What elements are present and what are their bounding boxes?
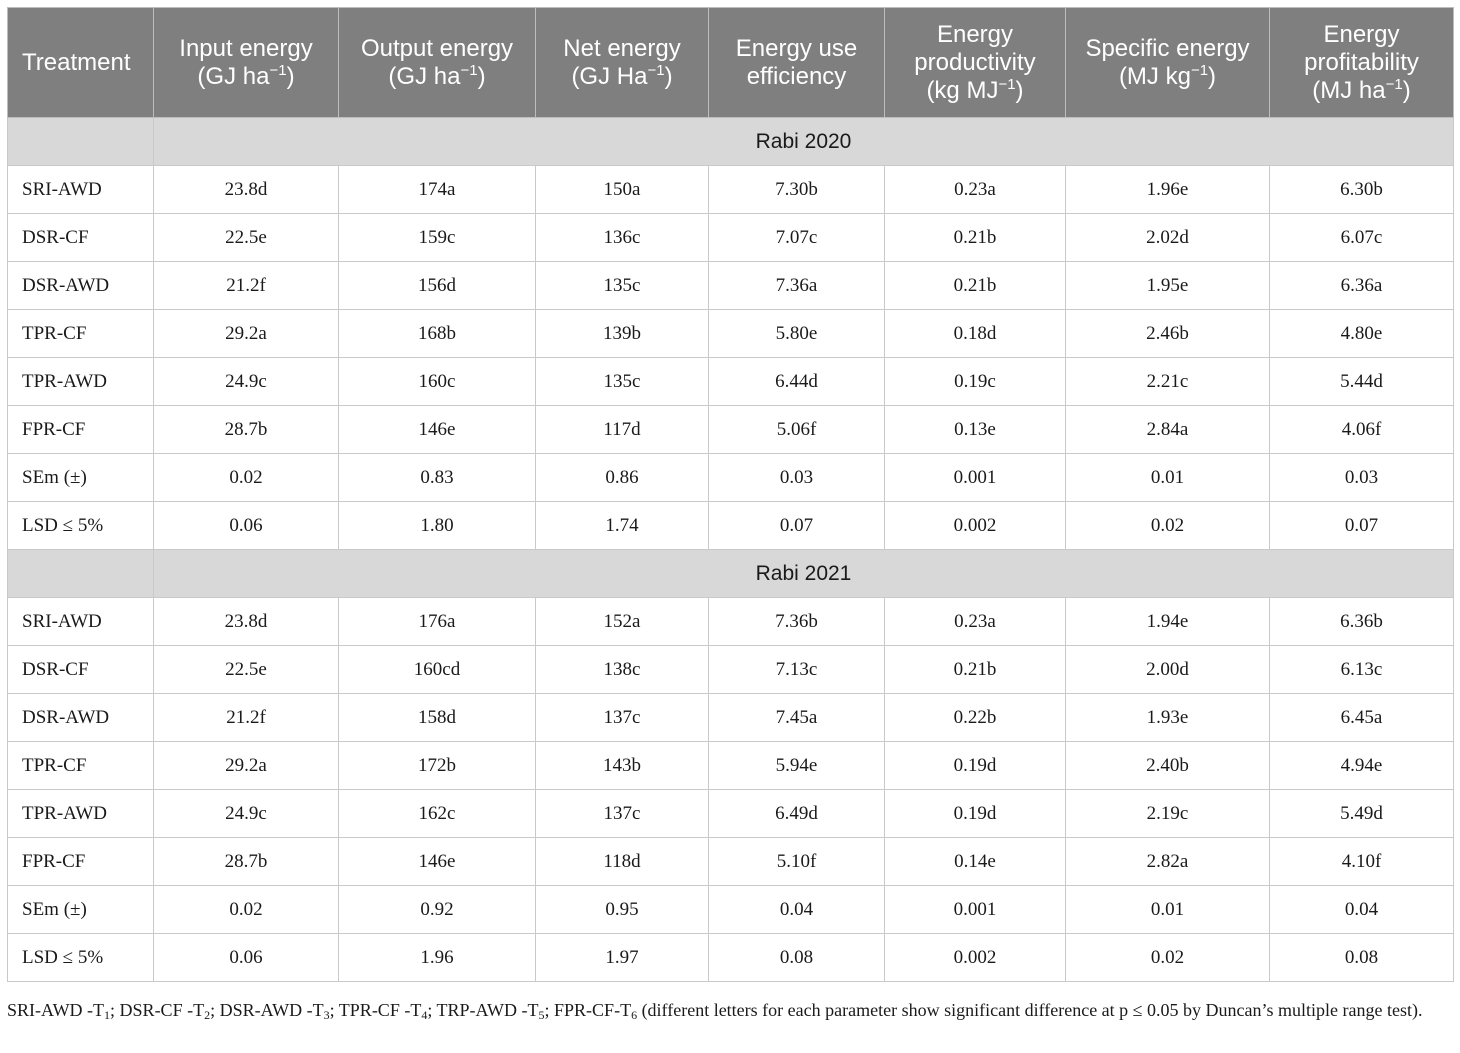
value-cell: 1.93e (1066, 694, 1270, 742)
value-cell: 21.2f (154, 262, 339, 310)
value-cell: 117d (536, 406, 709, 454)
section-title: Rabi 2021 (154, 550, 1454, 598)
value-cell: 156d (339, 262, 536, 310)
footnote-text: ; FPR-CF-T (544, 1000, 632, 1020)
value-cell: 2.84a (1066, 406, 1270, 454)
value-cell: 174a (339, 166, 536, 214)
value-cell: 1.94e (1066, 598, 1270, 646)
value-cell: 2.21c (1066, 358, 1270, 406)
value-cell: 2.02d (1066, 214, 1270, 262)
value-cell: 7.13c (709, 646, 885, 694)
value-cell: 5.44d (1270, 358, 1454, 406)
value-cell: 0.08 (1270, 934, 1454, 982)
value-cell: 1.95e (1066, 262, 1270, 310)
value-cell: 0.01 (1066, 886, 1270, 934)
value-cell: 1.96 (339, 934, 536, 982)
value-cell: 2.00d (1066, 646, 1270, 694)
value-cell: 0.03 (709, 454, 885, 502)
table-row (8, 310, 1454, 358)
header-text: (GJ Ha (571, 62, 648, 90)
header-row (8, 8, 1454, 118)
value-cell: 28.7b (154, 406, 339, 454)
header-text: ) (286, 62, 295, 90)
table-row (8, 886, 1454, 934)
header-superscript: −1 (998, 75, 1016, 93)
value-cell: 24.9c (154, 358, 339, 406)
treatment-cell: TPR-CF (8, 742, 154, 790)
value-cell: 0.19d (885, 742, 1066, 790)
energy-table (7, 7, 1454, 982)
footnote-text: ; DSR-CF -T (110, 1000, 205, 1020)
header-text: (GJ ha (197, 62, 270, 90)
value-cell: 4.80e (1270, 310, 1454, 358)
value-cell: 7.30b (709, 166, 885, 214)
value-cell: 23.8d (154, 598, 339, 646)
column-header (1270, 8, 1454, 118)
value-cell: 6.36a (1270, 262, 1454, 310)
value-cell: 176a (339, 598, 536, 646)
header-text: Net energy (563, 34, 681, 62)
value-cell: 172b (339, 742, 536, 790)
header-text: productivity (914, 48, 1036, 76)
value-cell: 0.02 (1066, 934, 1270, 982)
value-cell: 159c (339, 214, 536, 262)
value-cell: 0.07 (1270, 502, 1454, 550)
header-text: (MJ kg (1118, 62, 1191, 90)
header-superscript: −1 (1190, 61, 1209, 79)
treatment-cell: DSR-AWD (8, 694, 154, 742)
footnote-subscript: 3 (323, 1008, 330, 1022)
value-cell: 5.10f (709, 838, 885, 886)
value-cell: 0.14e (885, 838, 1066, 886)
header-superscript: −1 (269, 61, 287, 79)
value-cell: 0.18d (885, 310, 1066, 358)
table-row (8, 694, 1454, 742)
table-row (8, 406, 1454, 454)
value-cell: 0.02 (154, 886, 339, 934)
value-cell: 0.13e (885, 406, 1066, 454)
value-cell: 0.06 (154, 934, 339, 982)
value-cell: 6.30b (1270, 166, 1454, 214)
value-cell: 2.46b (1066, 310, 1270, 358)
column-header (885, 8, 1066, 118)
value-cell: 152a (536, 598, 709, 646)
header-text: Output energy (360, 34, 514, 62)
value-cell: 7.36b (709, 598, 885, 646)
value-cell: 0.92 (339, 886, 536, 934)
value-cell: 1.96e (1066, 166, 1270, 214)
table-row (8, 262, 1454, 310)
footnote-text: ; DSR-AWD -T (210, 1000, 324, 1020)
value-cell: 24.9c (154, 790, 339, 838)
footnote-subscript: 6 (631, 1008, 638, 1022)
header-text: Energy (936, 20, 1014, 48)
header-text: ) (477, 62, 486, 90)
value-cell: 0.83 (339, 454, 536, 502)
header-text: Energy use (735, 34, 858, 62)
table-row (8, 502, 1454, 550)
treatment-cell: SEm (±) (8, 454, 154, 502)
value-cell: 4.94e (1270, 742, 1454, 790)
value-cell: 0.22b (885, 694, 1066, 742)
value-cell: 143b (536, 742, 709, 790)
header-text: Energy (1323, 20, 1400, 48)
section-title: Rabi 2020 (154, 118, 1454, 166)
value-cell: 0.04 (1270, 886, 1454, 934)
column-header (536, 8, 709, 118)
section-row (8, 118, 1454, 166)
column-header (8, 8, 154, 118)
value-cell: 137c (536, 790, 709, 838)
table-row (8, 934, 1454, 982)
table-row (8, 742, 1454, 790)
column-header (709, 8, 885, 118)
treatment-cell: TPR-AWD (8, 358, 154, 406)
value-cell: 150a (536, 166, 709, 214)
value-cell: 22.5e (154, 646, 339, 694)
value-cell: 0.001 (885, 886, 1066, 934)
header-text: (MJ ha (1312, 76, 1386, 104)
value-cell: 0.01 (1066, 454, 1270, 502)
header-text: profitability (1304, 48, 1419, 76)
value-cell: 21.2f (154, 694, 339, 742)
value-cell: 6.45a (1270, 694, 1454, 742)
value-cell: 7.36a (709, 262, 885, 310)
footnote-text: ; TPR-CF -T (329, 1000, 422, 1020)
treatment-cell: FPR-CF (8, 838, 154, 886)
footnote-text: SRI-AWD -T (7, 1000, 105, 1020)
value-cell: 5.80e (709, 310, 885, 358)
value-cell: 0.06 (154, 502, 339, 550)
footnote-text: ; TRP-AWD -T (427, 1000, 539, 1020)
table-row (8, 790, 1454, 838)
value-cell: 160cd (339, 646, 536, 694)
value-cell: 5.49d (1270, 790, 1454, 838)
value-cell: 118d (536, 838, 709, 886)
value-cell: 139b (536, 310, 709, 358)
value-cell: 7.07c (709, 214, 885, 262)
table-row (8, 214, 1454, 262)
value-cell: 0.86 (536, 454, 709, 502)
value-cell: 0.23a (885, 598, 1066, 646)
value-cell: 0.03 (1270, 454, 1454, 502)
section-spacer-cell (8, 118, 154, 166)
treatment-cell: SRI-AWD (8, 166, 154, 214)
footnote-subscript: 2 (204, 1008, 211, 1022)
value-cell: 6.49d (709, 790, 885, 838)
treatment-cell: TPR-AWD (8, 790, 154, 838)
header-text: Specific energy (1085, 34, 1250, 62)
footnote-subscript: 4 (421, 1008, 428, 1022)
value-cell: 0.002 (885, 934, 1066, 982)
value-cell: 0.19d (885, 790, 1066, 838)
value-cell: 2.82a (1066, 838, 1270, 886)
value-cell: 146e (339, 838, 536, 886)
value-cell: 23.8d (154, 166, 339, 214)
header-superscript: −1 (460, 61, 478, 79)
header-text: (GJ ha (388, 62, 461, 90)
treatment-cell: LSD ≤ 5% (8, 934, 154, 982)
value-cell: 29.2a (154, 310, 339, 358)
value-cell: 0.08 (709, 934, 885, 982)
footnote-subscript: 1 (104, 1008, 111, 1022)
header-superscript: −1 (647, 61, 665, 79)
value-cell: 2.40b (1066, 742, 1270, 790)
value-cell: 28.7b (154, 838, 339, 886)
value-cell: 6.36b (1270, 598, 1454, 646)
column-header (339, 8, 536, 118)
value-cell: 4.06f (1270, 406, 1454, 454)
treatment-cell: SEm (±) (8, 886, 154, 934)
header-text: Input energy (179, 34, 313, 62)
table-row (8, 166, 1454, 214)
value-cell: 1.74 (536, 502, 709, 550)
value-cell: 1.80 (339, 502, 536, 550)
treatment-cell: DSR-CF (8, 214, 154, 262)
value-cell: 6.07c (1270, 214, 1454, 262)
value-cell: 0.21b (885, 214, 1066, 262)
treatment-cell: FPR-CF (8, 406, 154, 454)
value-cell: 0.21b (885, 646, 1066, 694)
value-cell: 7.45a (709, 694, 885, 742)
table-row (8, 598, 1454, 646)
footnote-subscript: 5 (538, 1008, 545, 1022)
section-spacer-cell (8, 550, 154, 598)
value-cell: 0.02 (154, 454, 339, 502)
table-header (8, 8, 1454, 118)
value-cell: 146e (339, 406, 536, 454)
header-text: (kg MJ (926, 76, 999, 104)
value-cell: 29.2a (154, 742, 339, 790)
value-cell: 0.21b (885, 262, 1066, 310)
value-cell: 0.23a (885, 166, 1066, 214)
value-cell: 135c (536, 262, 709, 310)
table-footnote (7, 998, 1453, 1023)
value-cell: 0.001 (885, 454, 1066, 502)
value-cell: 136c (536, 214, 709, 262)
treatment-cell: TPR-CF (8, 310, 154, 358)
header-text: ) (664, 62, 673, 90)
value-cell: 138c (536, 646, 709, 694)
table-row (8, 358, 1454, 406)
column-header (154, 8, 339, 118)
value-cell: 6.13c (1270, 646, 1454, 694)
value-cell: 135c (536, 358, 709, 406)
value-cell: 160c (339, 358, 536, 406)
table-row (8, 838, 1454, 886)
value-cell: 0.04 (709, 886, 885, 934)
value-cell: 0.02 (1066, 502, 1270, 550)
value-cell: 158d (339, 694, 536, 742)
value-cell: 0.07 (709, 502, 885, 550)
header-text: ) (1208, 62, 1217, 90)
value-cell: 4.10f (1270, 838, 1454, 886)
value-cell: 5.06f (709, 406, 885, 454)
section-row (8, 550, 1454, 598)
table-row (8, 646, 1454, 694)
value-cell: 162c (339, 790, 536, 838)
treatment-cell: SRI-AWD (8, 598, 154, 646)
value-cell: 137c (536, 694, 709, 742)
table-row (8, 454, 1454, 502)
footnote-text: (different letters for each parameter show significant difference at p ≤ 0.05 by Duncan’s multiple range test). (637, 1000, 1423, 1020)
header-text: ) (1402, 76, 1411, 104)
column-header (1066, 8, 1270, 118)
value-cell: 0.002 (885, 502, 1066, 550)
header-text: Treatment (22, 48, 131, 76)
value-cell: 0.95 (536, 886, 709, 934)
treatment-cell: LSD ≤ 5% (8, 502, 154, 550)
treatment-cell: DSR-AWD (8, 262, 154, 310)
header-text: efficiency (746, 62, 847, 90)
value-cell: 1.97 (536, 934, 709, 982)
value-cell: 6.44d (709, 358, 885, 406)
value-cell: 2.19c (1066, 790, 1270, 838)
value-cell: 5.94e (709, 742, 885, 790)
value-cell: 0.19c (885, 358, 1066, 406)
value-cell: 168b (339, 310, 536, 358)
table-body (8, 118, 1454, 982)
header-superscript: −1 (1385, 75, 1403, 93)
treatment-cell: DSR-CF (8, 646, 154, 694)
header-text: ) (1015, 76, 1024, 104)
value-cell: 22.5e (154, 214, 339, 262)
